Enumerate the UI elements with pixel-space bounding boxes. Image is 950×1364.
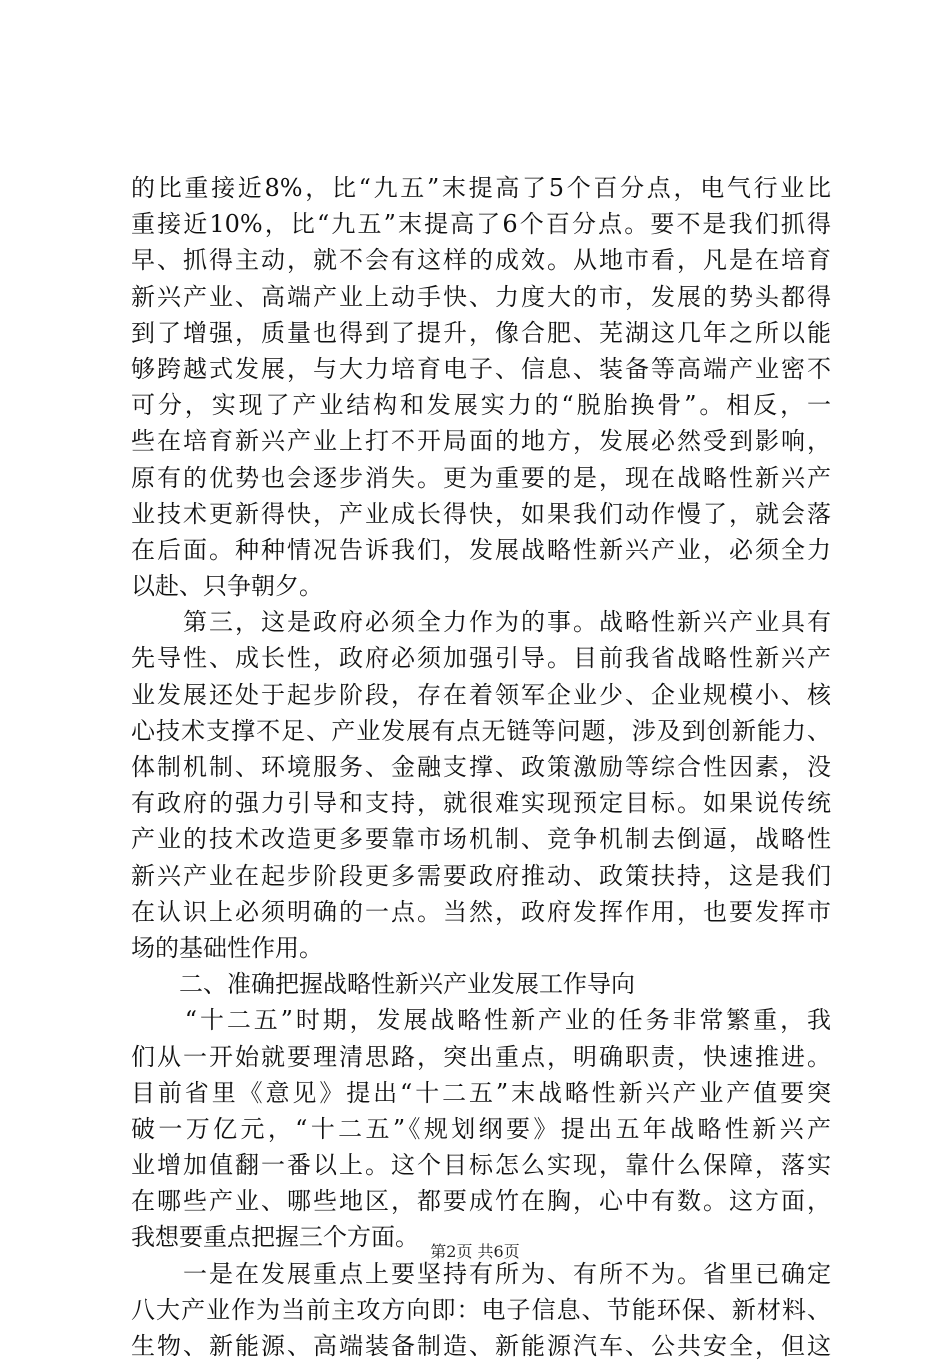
text-line: 我想要重点把握三个方面。 xyxy=(131,1223,419,1252)
text-line: 业增加值翻一番以上。这个目标怎么实现，靠什么保障，落实 xyxy=(131,1151,831,1180)
text-line: 够跨越式发展，与大力培育电子、信息、装备等高端产业密不 xyxy=(131,354,831,383)
text-line: 破一万亿元，“十二五”《规划纲要》提出五年战略性新兴产 xyxy=(131,1114,831,1143)
text-line: 重接近10%，比“九五”末提高了6个百分点。要不是我们抓得 xyxy=(131,210,831,239)
text-line: 早、抓得主动，就不会有这样的成效。从地市看，凡是在培育 xyxy=(131,246,831,275)
text-line: 些在培育新兴产业上打不开局面的地方，发展必然受到影响， xyxy=(131,427,831,456)
text-line: 目前省里《意见》提出“十二五”末战略性新兴产业产值要突 xyxy=(131,1078,831,1107)
text-line: 到了增强，质量也得到了提升，像合肥、芜湖这几年之所以能 xyxy=(131,318,831,347)
text-line: 一是在发展重点上要坚持有所为、有所不为。省里已确定 xyxy=(131,1259,831,1288)
text-line: 新兴产业、高端产业上动手快、力度大的市，发展的势头都得 xyxy=(131,282,831,311)
text-line: 先导性、成长性，政府必须加强引导。目前我省战略性新兴产 xyxy=(131,644,831,673)
text-line: 原有的优势也会逐步消失。更为重要的是，现在战略性新兴产 xyxy=(131,463,831,492)
text-line: 生物、新能源、高端装备制造、新能源汽车、公共安全，但这 xyxy=(131,1332,831,1360)
text-line: 们从一开始就要理清思路，突出重点，明确职责，快速推进。 xyxy=(131,1042,831,1071)
page-footer: 第2页 共6页 xyxy=(430,1242,520,1261)
text-line: 业发展还处于起步阶段，存在着领军企业少、企业规模小、核 xyxy=(131,680,831,709)
text-line: 场的基础性作用。 xyxy=(131,933,323,962)
text-line: 二、准确把握战略性新兴产业发展工作导向 xyxy=(131,970,635,999)
text-line: 八大产业作为当前主攻方向即：电子信息、节能环保、新材料、 xyxy=(131,1295,831,1324)
text-line: 体制机制、环境服务、金融支撑、政策激励等综合性因素，没 xyxy=(131,753,831,781)
text-line: 产业的技术改造更多要靠市场机制、竞争机制去倒逼，战略性 xyxy=(131,825,831,854)
text-line: 新兴产业在起步阶段更多需要政府推动、政策扶持，这是我们 xyxy=(131,861,831,890)
text-line: “十二五”时期，发展战略性新产业的任务非常繁重，我 xyxy=(131,1006,831,1035)
text-line: 在后面。种种情况告诉我们，发展战略性新兴产业，必须全力 xyxy=(131,535,831,564)
text-line: 可分，实现了产业结构和发展实力的“脱胎换骨”。相反，一 xyxy=(131,391,831,420)
text-line: 有政府的强力引导和支持，就很难实现预定目标。如果说传统 xyxy=(131,789,831,818)
text-line: 第三，这是政府必须全力作为的事。战略性新兴产业具有 xyxy=(131,608,831,637)
text-line: 以赴、只争朝夕。 xyxy=(131,572,323,601)
text-line: 心技术支撑不足、产业发展有点无链等问题，涉及到创新能力、 xyxy=(131,716,831,745)
text-line: 业技术更新得快，产业成长得快，如果我们动作慢了，就会落 xyxy=(131,499,831,528)
text-line: 在哪些产业、哪些地区，都要成竹在胸，心中有数。这方面， xyxy=(131,1187,831,1216)
text-line: 在认识上必须明确的一点。当然，政府发挥作用，也要发挥市 xyxy=(131,897,831,926)
text-line: 的比重接近8%，比“九五”末提高了5个百分点，电气行业比 xyxy=(131,174,831,202)
document-body xyxy=(131,170,831,1364)
